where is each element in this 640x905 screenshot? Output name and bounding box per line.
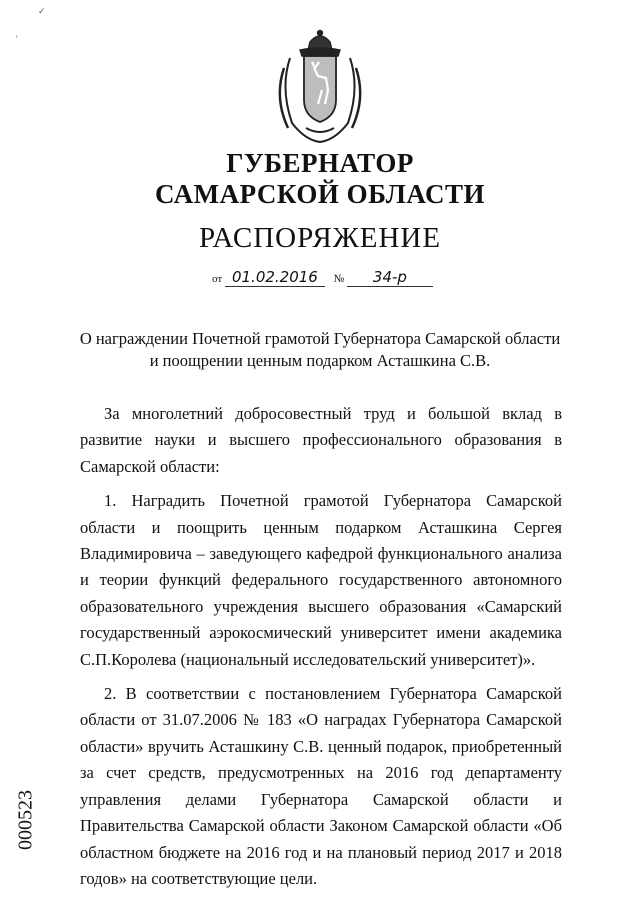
document-body [80,401,562,892]
document-type-heading: РАСПОРЯЖЕНИЕ [198,222,442,254]
handwritten-number: 34-р [347,268,433,287]
serial-number: 000523 [14,790,37,850]
subject-line-1: О награждении Почетной грамотой Губернатора Самарской области [79,329,561,348]
date-number-line [212,268,433,287]
item-2-paragraph: 2. В соответствии с постановлением Губернатора Самарской области от 31.07.2006 № 183 «О наградах Губернатора Самарской области» вручить Асташкину С.В. ценный подарок, приобретенный за счет средств, предусмотренных на 2016 год департаменту управления делами Губернатора Самарской области и Правительства Самарской области Законом Самарской области «Об областном бюджете на 2016 год и на плановый период 2017 и 2018 годов» на соответствующие цели. [80,684,562,888]
document-subject [60,328,580,372]
coat-of-arms-emblem [270,28,370,146]
handwritten-date: 01.02.2016 [225,268,325,287]
check-mark: ✓ [38,6,46,16]
serial-number-stamp [6,780,46,860]
tick-mark: ' [16,34,18,44]
issuer-title-line-1: ГУБЕРНАТОР [226,148,414,178]
issuer-title-line-2: САМАРСКОЙ ОБЛАСТИ [154,179,486,209]
intro-paragraph: За многолетний добросовестный труд и большой вклад в развитие науки и высшего профессионального образования в Самарской области: [80,404,562,476]
subject-line-2: и поощрении ценным подарком Асташкина С.В. [149,351,491,370]
date-prefix: от [212,273,223,285]
item-1-paragraph: 1. Наградить Почетной грамотой Губернатора Самарской области и поощрить ценным подарком Асташкина Сергея Владимировича – заведующего кафедрой функционального анализа и теории функций федерального государственного автономного образовательного учреждения высшего образования «Самарский государственный аэрокосмический университет имени академика С.П.Королева (национальный исследовательский университет)». [80,491,562,669]
number-prefix: № [333,273,345,285]
